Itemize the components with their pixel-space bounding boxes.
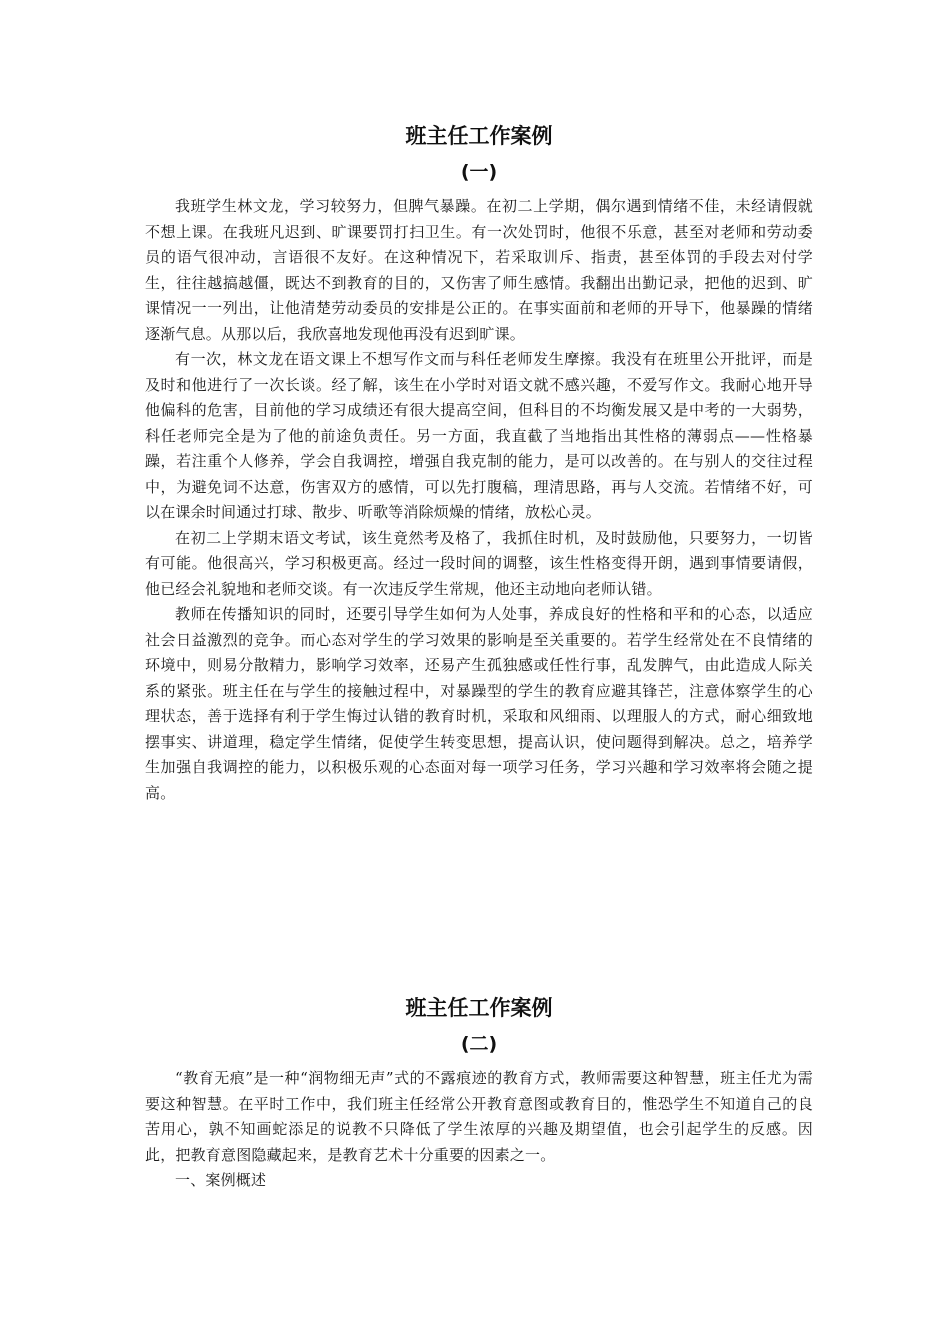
case-one-paragraph-4: 教师在传播知识的同时，还要引导学生如何为人处事，养成良好的性格和平和的心态，以适应社会日益激烈的竞争。而心态对学生的学习效果的影响是至关重要的。若学生经常处在不良情绪的环境中，则易分散精力，影响学习效率，还易产生孤独感或任性行事，乱发脾气，由此造成人际关系的紧张。班主任在与学生的接触过程中，对暴躁型的学生的教育应避其锋芒，注意体察学生的心理状态，善于选择有利于学生悔过认错的教育时机，采取和风细雨、以理服人的方式，耐心细致地摆事实、讲道理，稳定学生情绪，促使学生转变思想，提高认识，使问题得到解决。总之，培养学生加强自我调控的能力，以积极乐观的心态面对每一项学习任务，学习兴趣和学习效率将会随之提高。 bbox=[145, 605, 813, 802]
case-one-paragraph-3: 在初二上学期末语文考试，该生竟然考及格了，我抓住时机，及时鼓励他，只要努力，一切皆有可能。他很高兴，学习积极更高。经过一段时间的调整，该生性格变得开朗，遇到事情要请假，他已经会礼貌地和老师交谈。有一次违反学生常规，他还主动地向老师认错。 bbox=[145, 528, 813, 598]
case-two-title: 班主任工作案例 bbox=[405, 996, 553, 1020]
case-one-title: 班主任工作案例 bbox=[405, 124, 553, 148]
case-two-heading-overview: 一、案例概述 bbox=[175, 1171, 267, 1189]
case-two-subtitle: (二) bbox=[460, 1033, 498, 1055]
case-two-paragraph-1: “教育无痕”是一种“润物细无声”式的不露痕迹的教育方式，教师需要这种智慧，班主任尤为需要这种智慧。在平时工作中，我们班主任经常公开教育意图或教育目的，惟恐学生不知道自己的良苦用心，孰不知画蛇添足的说教不只降低了学生浓厚的兴趣及期望值，也会引起学生的反感。因此，把教育意图隐藏起来，是教育艺术十分重要的因素之一。 bbox=[145, 1069, 813, 1164]
case-one-paragraph-1: 我班学生林文龙，学习较努力，但脾气暴躁。在初二上学期，偶尔遇到情绪不佳，未经请假就不想上课。在我班凡迟到、旷课要罚打扫卫生。有一次处罚时，他很不乐意，甚至对老师和劳动委员的语气很冲动，言语很不友好。在这种情况下，若采取训斥、指责，甚至体罚的手段去对付学生，往往越搞越僵，既达不到教育的目的，又伤害了师生感情。我翻出出勤记录，把他的迟到、旷课情况一一列出，让他清楚劳动委员的安排是公正的。在事实面前和老师的开导下，他暴躁的情绪逐渐气息。从那以后，我欣喜地发现他再没有迟到旷课。 bbox=[145, 197, 813, 343]
case-one-paragraph-2: 有一次，林文龙在语文课上不想写作文而与科任老师发生摩擦。我没有在班里公开批评，而是及时和他进行了一次长谈。经了解，该生在小学时对语文就不感兴趣，不爱写作文。我耐心地开导他偏科的危害，目前他的学习成绩还有很大提高空间，但科目的不均衡发展又是中考的一大弱势，科任老师完全是为了他的前途负责任。另一方面，我直截了当地指出其性格的薄弱点——性格暴躁，若注重个人修养，学会自我调控，增强自我克制的能力，是可以改善的。在与别人的交往过程中，为避免词不达意，伤害双方的感情，可以先打腹稿，理清思路，再与人交流。若情绪不好，可以在课余时间通过打球、散步、听歌等消除烦燥的情绪，放松心灵。 bbox=[145, 350, 813, 521]
case-one-section bbox=[145, 118, 813, 806]
case-two-section bbox=[145, 990, 813, 1194]
case-one-subtitle: (一) bbox=[460, 161, 498, 183]
